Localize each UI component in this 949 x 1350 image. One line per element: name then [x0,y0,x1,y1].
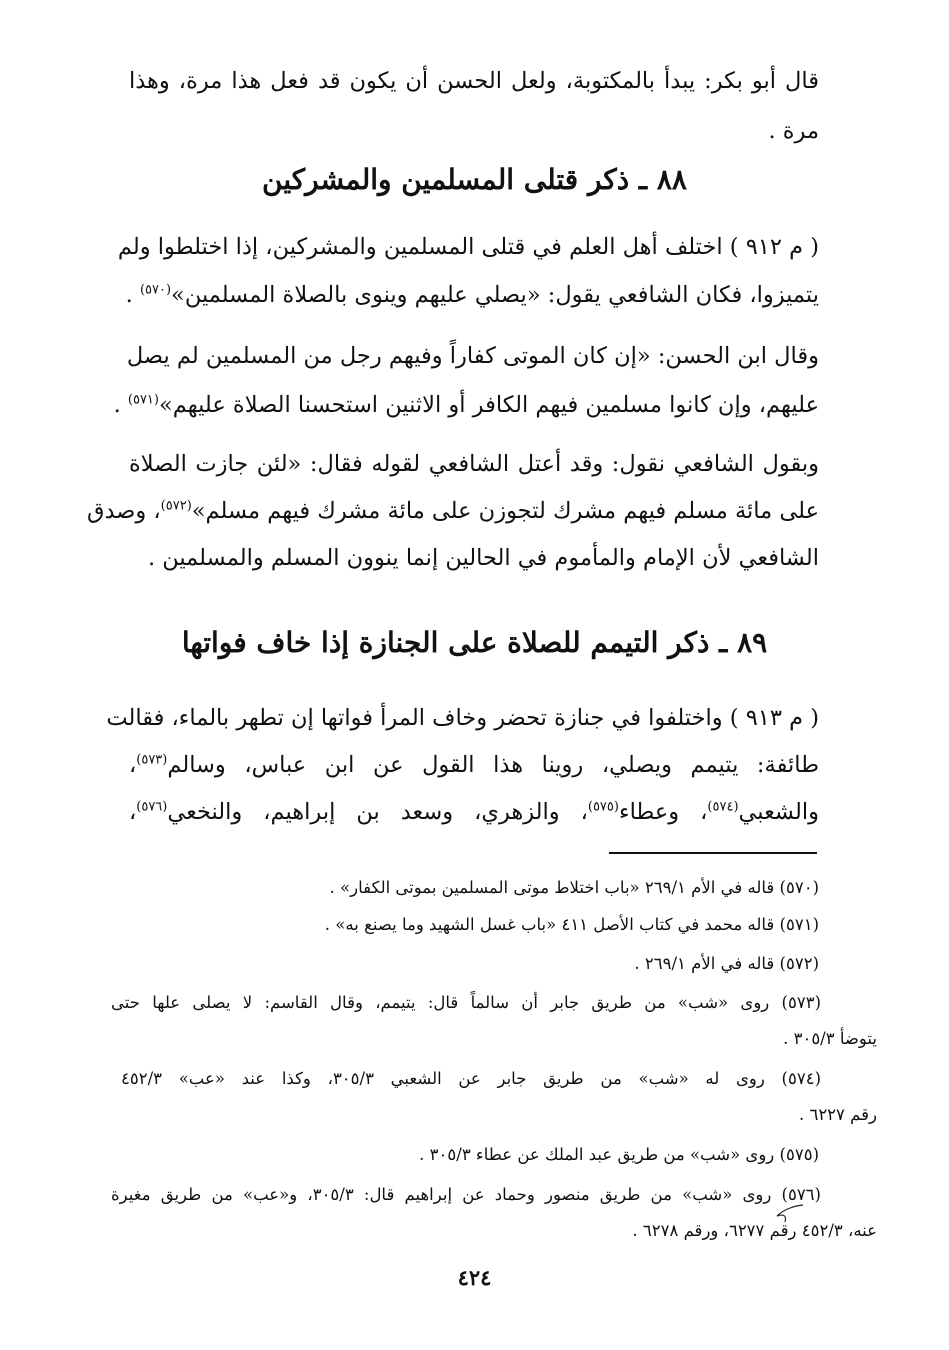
s88-p2-line-2 [113,390,819,420]
s89-p1-line-2-end: ، [129,752,137,778]
s88-p3-line-2-text: على مائة مسلم فيهم مشرك لتجوزن على مائة مشرك فيهم مسلم» [191,498,819,524]
footnote-573-line-1: (٥٧٣) روى «شب» من طريق جابر أن سالماً قال: يتيمم، وقال القاسم: لا يصلى علها حتى [111,993,821,1012]
s88-p1-line-1: ( م ٩١٢ ) اختلف أهل العلم في قتلى المسلمين والمشركين، إذا اختلطوا ولم [117,234,819,260]
footnote-573-line-2: يتوضأ ٣٠٥/٣ . [783,1029,877,1048]
footnote-divider [609,852,817,854]
s89-p1-line-1: ( م ٩١٣ ) واختلفوا في جنازة تحضر وخاف المرأ فواتها إن تطهر بالماء، فقالت [106,705,819,731]
s89-p1-line-3 [129,797,819,827]
s88-p2-line-2-text: عليهم، وإن كانوا مسلمين فيهم الكافر أو الاثنين استحسنا الصلاة عليهم» [159,392,819,418]
s89-p1-line-3-end: ، [129,799,137,825]
footnote-ref-573: (٥٧٣) [136,752,168,768]
footnote-ref-574: (٥٧٤) [707,799,739,815]
footnote-570: (٥٧٠) قاله في الأم ٢٦٩/١ «باب اختلاط موتى المسلمين بموتى الكفار» . [329,878,819,897]
s88-p2-line-1: وقال ابن الحسن: «إن كان الموتى كفاراً وفيهم رجل من المسلمين لم يصل [126,343,819,369]
handwritten-mark-icon [773,1202,805,1224]
intro-line-2: مرة . [768,118,819,144]
footnote-576-line-1: (٥٧٦) روى «شب» من طريق منصور وحماد عن إبراهيم قال: ٣٠٥/٣، و«عب» من طريق مغيرة [111,1185,821,1204]
s88-p1-line-2 [125,280,819,310]
footnote-ref-571: (٥٧١) [127,392,159,408]
footnote-571: (٥٧١) قاله محمد في كتاب الأصل ٤١١ «باب غسل الشهيد وما يصنع به» . [324,915,819,934]
s89-p1-line-3-b: ، وعطاء [618,799,708,825]
footnote-572: (٥٧٢) قاله في الأم ٢٦٩/١ . [634,954,819,973]
s88-p1-line-2-end: . [125,282,140,308]
section-89-title: ٨٩ ـ ذكر التيمم للصلاة على الجنازة إذا خاف فواتها [181,626,768,659]
footnote-574-line-1: (٥٧٤) روى له «شب» من طريق جابر عن الشعبي ٣٠٥/٣، وكذا عند «عب» ٤٥٢/٣ [121,1069,821,1088]
page-number: ٤٢٤ [457,1265,492,1290]
s89-p1-line-3-a: والشعبي [738,799,819,825]
s88-p1-line-2-text: يتميزوا، فكان الشافعي يقول: «يصلي عليهم وينوى بالصلاة المسلمين» [171,282,819,308]
footnote-ref-575: (٥٧٥) [587,799,619,815]
footnote-ref-572: (٥٧٢) [160,498,192,514]
s89-p1-line-2-text: طائفة: يتيمم ويصلي، روينا هذا القول عن ابن عباس، وسالم [167,752,819,778]
s89-p1-line-2 [129,750,819,780]
footnote-576-line-2: عنه، ٤٥٢/٣ رقم ٦٢٧٧، ورقم ٦٢٧٨ . [632,1221,877,1240]
s88-p3-line-3: الشافعي لأن الإمام والمأموم في الحالين إنما ينوون المسلم والمسلمين . [147,545,819,571]
intro-line-1: قال أبو بكر: يبدأ بالمكتوبة، ولعل الحسن أن يكون قد فعل هذا مرة، وهذا [129,68,819,94]
s88-p2-line-2-end: . [113,392,128,418]
s88-p3-line-1: وبقول الشافعي نقول: وقد أعتل الشافعي لقوله فقال: «لئن جازت الصلاة [129,451,819,477]
footnote-575: (٥٧٥) روى «شب» من طريق عبد الملك عن عطاء ٣٠٥/٣ . [419,1145,819,1164]
section-88-title: ٨٨ ـ ذكر قتلى المسلمين والمشركين [262,163,687,196]
footnote-ref-570: (٥٧٠) [139,282,172,298]
footnote-ref-576: (٥٧٦) [136,799,168,815]
s88-p3-line-2-end: ، وصدق [87,498,161,524]
s89-p1-line-3-c: ، والزهري، وسعد بن إبراهيم، والنخعي [167,799,588,825]
footnote-574-line-2: رقم ٦٢٢٧ . [798,1105,877,1124]
s88-p3-line-2 [87,496,819,526]
